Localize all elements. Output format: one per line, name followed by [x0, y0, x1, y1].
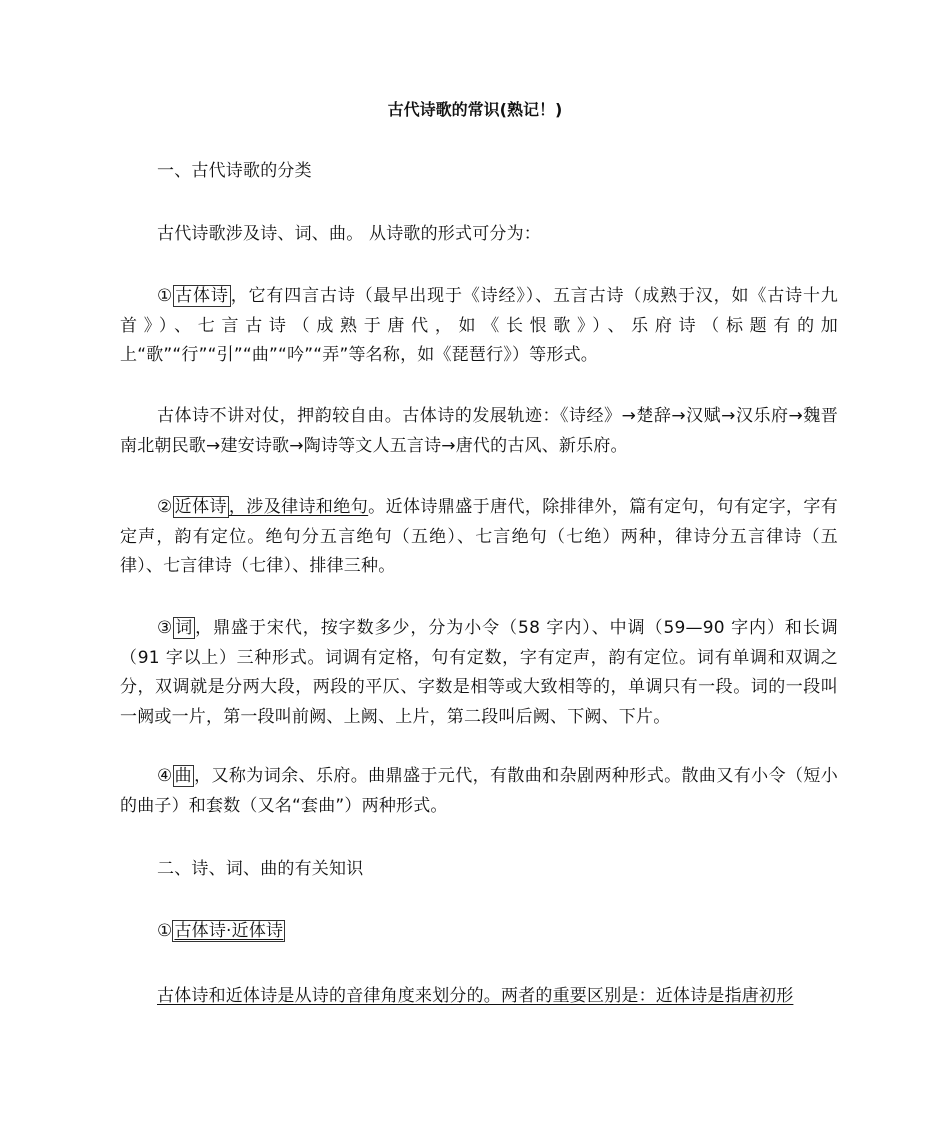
term-gutishi-jintishi: 古体诗·近体诗 [174, 921, 284, 941]
subsection-heading [120, 917, 838, 947]
paragraph-qu [120, 762, 838, 821]
item-marker: ② [157, 497, 173, 517]
item-marker: ① [157, 286, 174, 306]
paragraph-text: 。近体诗鼎盛于唐代，除排律外，篇有定句，句有定字，字有定声，韵有定位。绝句分五言绝句（五绝）、七言绝句（七绝）两种，律诗分五言律诗（五律）、七言律诗（七律）、排律三种。 [120, 497, 838, 576]
document-title: 古代诗歌的常识(熟记！) [387, 100, 563, 119]
intro-paragraph: 古代诗歌涉及诗、词、曲。 从诗歌的形式可分为： [157, 224, 542, 244]
paragraph-text: ，又称为词余、乐府。曲鼎盛于元代，有散曲和杂剧两种形式。散曲又有小令（短小的曲子）和套数（又名“套曲”）两种形式。 [120, 766, 838, 816]
paragraph-text: ，它有四言古诗（最早出现于《诗经》）、五言古诗（成熟于汉，如《古诗十九首》）、七言古诗（成熟于唐代，如《长恨歌》）、乐府诗（标题有的加上“歌”“行”“引”“曲”“吟”“弄”等名称，如《琵琶行》）等形式。 [120, 286, 838, 365]
paragraph-gutishi [120, 282, 838, 371]
term-qu: 曲 [174, 766, 193, 786]
term-jintishi: 近体诗 [174, 497, 227, 517]
paragraph-gutishi-development: 古体诗不讲对仗，押韵较自由。古体诗的发展轨迹：《诗经》→楚辞→汉赋→汉乐府→魏晋南北朝民歌→建安诗歌→陶诗等文人五言诗→唐代的古风、新乐府。 [120, 406, 838, 456]
underlined-phrase: ，涉及律诗和绝句 [228, 497, 369, 517]
item-marker: ③ [157, 618, 174, 638]
comparison-paragraph: 古体诗和近体诗是从诗的音律角度来划分的。两者的重要区别是：近体诗是指唐初形 [157, 986, 794, 1006]
section-1-heading: 一、古代诗歌的分类 [157, 161, 312, 181]
paragraph-jintishi [120, 493, 838, 582]
paragraph-ci [120, 614, 838, 732]
term-gutishi: 古体诗 [175, 286, 229, 306]
item-marker: ① [157, 921, 173, 941]
paragraph-text: ，鼎盛于宋代，按字数多少，分为小令（58 字内）、中调（59—90 字内）和长调（91 字以上）三种形式。词调有定格，句有定数，字有定声，韵有定位。词有单调和双调之分，双调就是分两大段，两段的平仄、字数是相等或大致相等的，单调只有一段。词的一段叫一阙或一片，第一段叫前阙、上阙、上片，第二段叫后阙、下阙、下片。 [120, 618, 839, 727]
item-marker: ④ [157, 766, 173, 786]
section-2-heading: 二、诗、词、曲的有关知识 [157, 859, 364, 879]
term-ci: 词 [175, 618, 194, 638]
